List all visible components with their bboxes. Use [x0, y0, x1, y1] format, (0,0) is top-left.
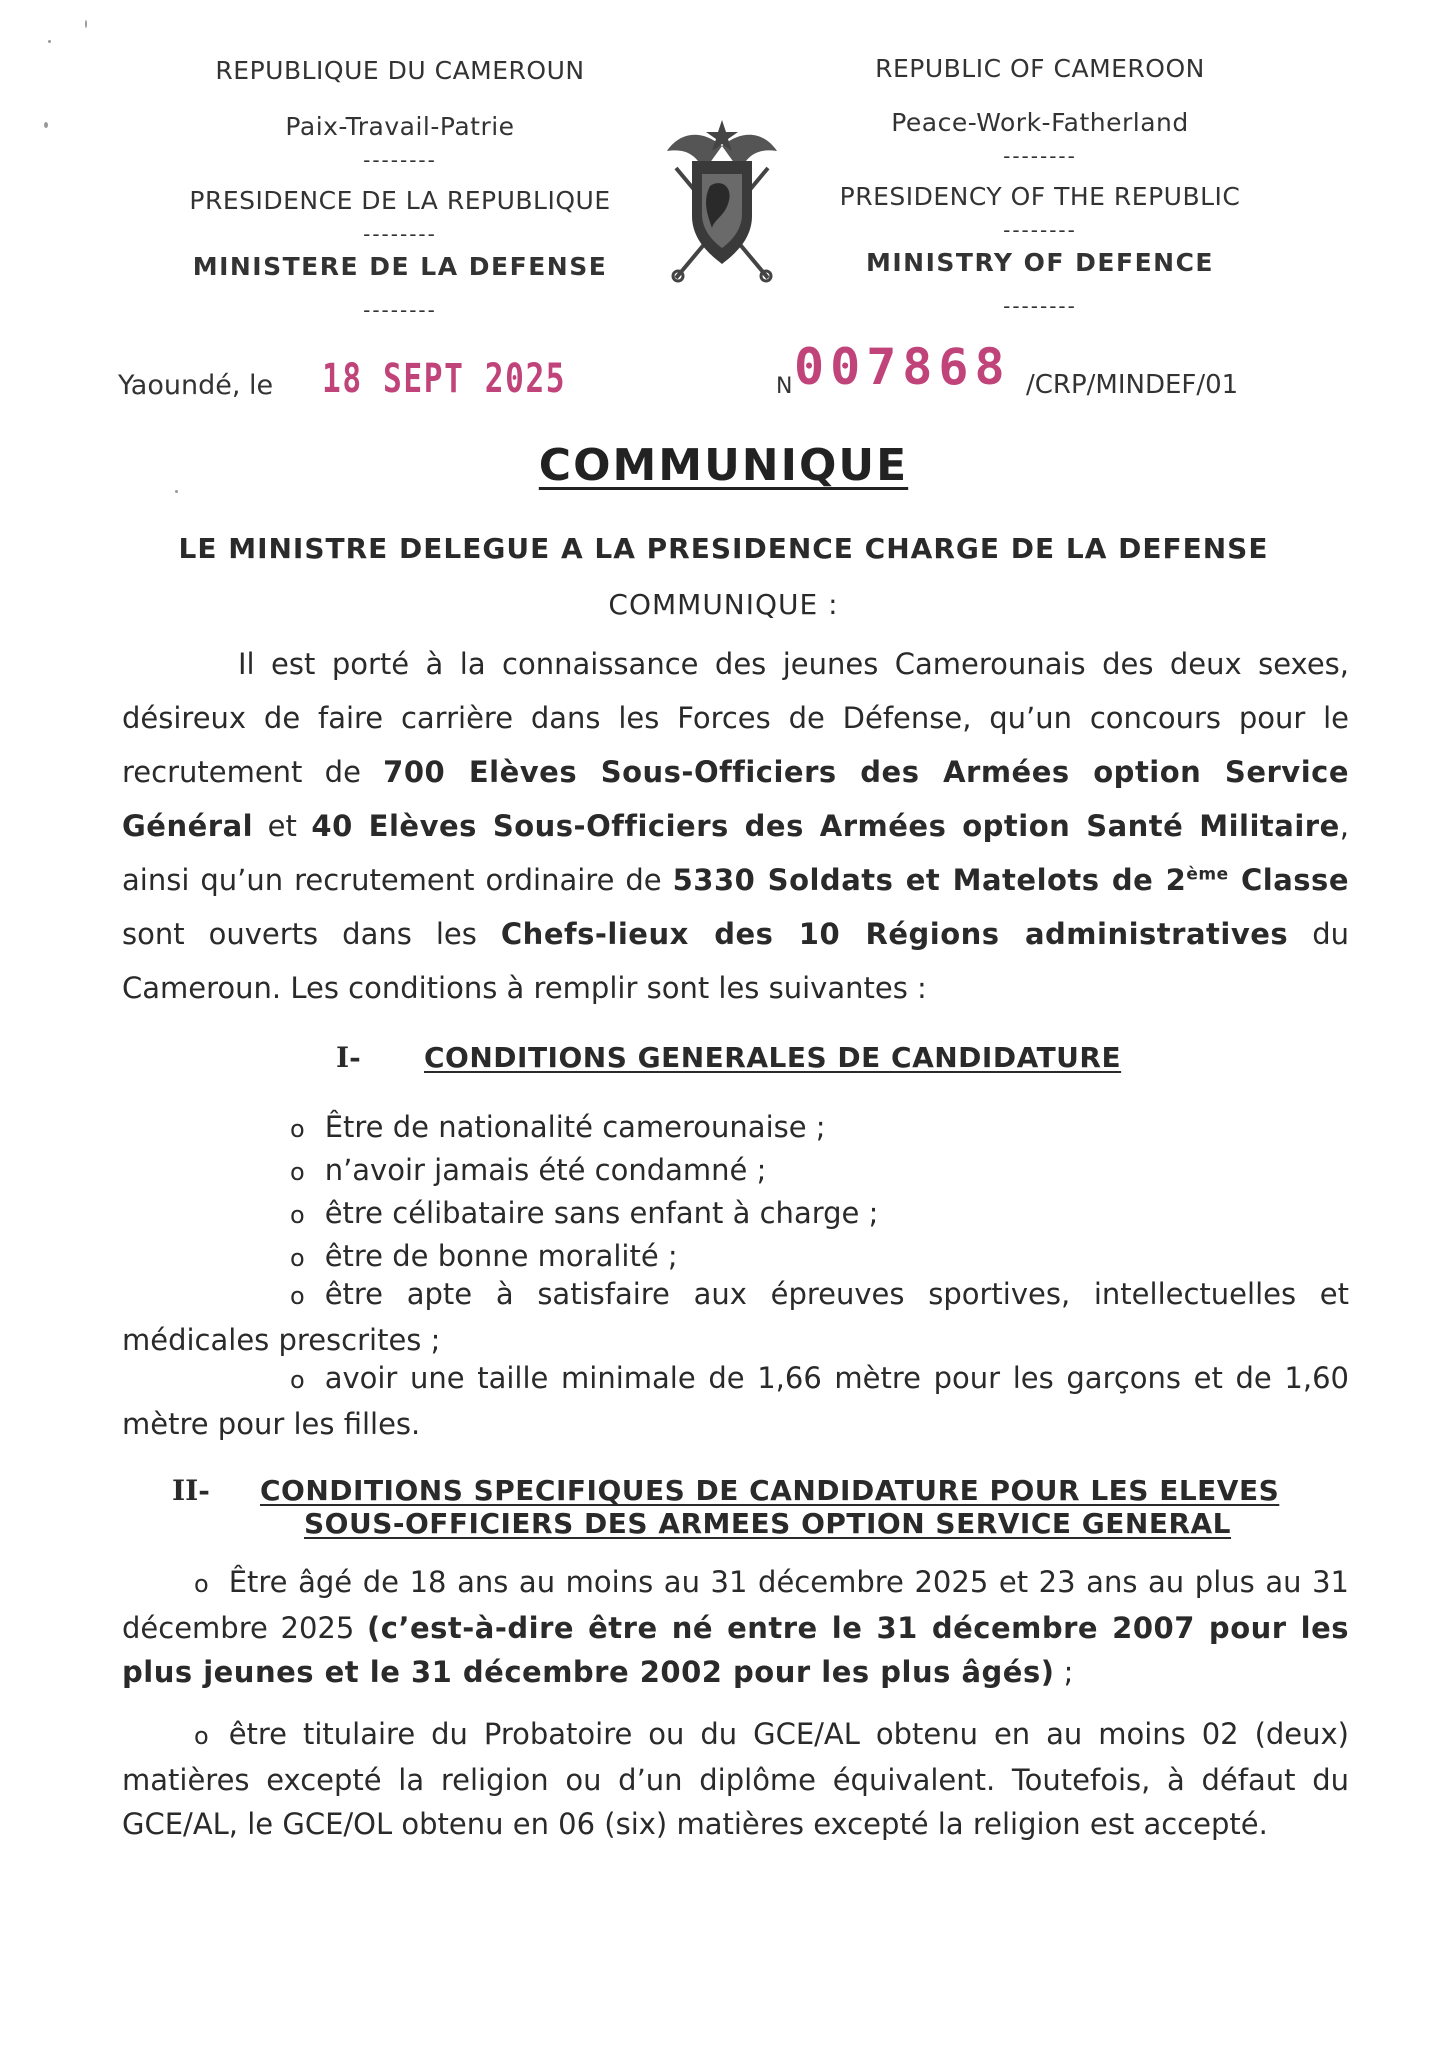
intro-text: du Cameroun. Les conditions à remplir sont les suivantes :	[122, 917, 1349, 1005]
date-stamp: 18 SEPT 2025	[322, 356, 567, 402]
header-fr-ministry: MINISTERE DE LA DEFENSE	[192, 252, 608, 281]
list-item-text: être apte à satisfaire aux épreuves sportives, intellectuelles et médicales prescrites ;	[122, 1277, 1349, 1357]
bullet-icon: o	[290, 1201, 305, 1229]
issuer-verb: COMMUNIQUE :	[608, 588, 839, 621]
intro-text: et	[253, 809, 312, 843]
bullet-icon: o	[194, 1722, 209, 1750]
list-item	[290, 1153, 766, 1187]
section2-title-line2: SOUS-OFFICIERS DES ARMEES OPTION SERVICE GENERAL	[304, 1507, 1232, 1540]
header-fr-country: REPUBLIQUE DU CAMEROUN	[215, 56, 585, 85]
bullet-icon: o	[290, 1158, 305, 1186]
intro-bold: Classe	[1228, 863, 1349, 897]
list-item	[290, 1239, 678, 1273]
bullet-icon: o	[290, 1282, 305, 1310]
list-item	[122, 1356, 1349, 1446]
intro-text: Il est porté à la connaissance des jeunes Camerounais des deux sexes, désireux de faire carrière dans les Forces de Défense, qu’un concours pour le recrutement de	[122, 647, 1349, 789]
intro-paragraph	[122, 637, 1349, 1015]
list-item-text: Être âgé de 18 ans au moins au 31 décembre 2025 et 23 ans au plus au 31 décembre 2025	[122, 1565, 1349, 1645]
header-fr-separator: --------	[363, 148, 437, 172]
reference-number: /CRP/MINDEF/01	[1026, 370, 1239, 400]
header-en-country: REPUBLIC OF CAMEROON	[875, 54, 1205, 83]
bullet-icon: o	[290, 1115, 305, 1143]
list-item	[290, 1196, 878, 1230]
list-item-text: être célibataire sans enfant à charge ;	[324, 1196, 879, 1230]
list-item-text: n’avoir jamais été condamné ;	[324, 1153, 767, 1187]
section1-number: I-	[336, 1041, 361, 1074]
list-item-text: ;	[1054, 1655, 1074, 1689]
defense-emblem-icon	[662, 116, 782, 286]
bullet-icon: o	[290, 1366, 305, 1394]
header-fr-motto: Paix-Travail-Patrie	[285, 112, 515, 141]
list-item-bold: (c’est-à-dire être né entre le 31 décembre 2007 pour les plus jeunes et le 31 décembre 2002 pour les plus âgés)	[122, 1611, 1349, 1689]
list-item-text: avoir une taille minimale de 1,66 mètre pour les garçons et de 1,60 mètre pour les filles.	[122, 1361, 1349, 1441]
list-item-text: être de bonne moralité ;	[324, 1239, 678, 1273]
header-en-presidency: PRESIDENCY OF THE REPUBLIC	[839, 182, 1241, 211]
intro-superscript: ème	[1186, 864, 1229, 885]
scan-speck	[48, 40, 51, 43]
intro-bold: Chefs-lieux des 10 Régions administratives	[500, 917, 1289, 951]
issuer: LE MINISTRE DELEGUE A LA PRESIDENCE CHARGE DE LA DEFENSE	[178, 532, 1269, 565]
section2-number: II-	[172, 1474, 210, 1507]
number-stamp: 007868	[794, 338, 1011, 396]
header-en-separator: --------	[1003, 294, 1077, 318]
header-en-ministry: MINISTRY OF DEFENCE	[865, 248, 1215, 277]
list-item	[290, 1110, 826, 1144]
header-fr-presidency: PRESIDENCE DE LA REPUBLIQUE	[189, 186, 611, 215]
intro-bold: 700 Elèves Sous-Officiers des Armées option Service Général	[122, 755, 1349, 843]
page-title: COMMUNIQUE	[538, 440, 909, 491]
intro-text: , ainsi qu’un recrutement ordinaire de	[122, 809, 1349, 897]
scan-speck	[85, 20, 87, 28]
section1-title: CONDITIONS GENERALES DE CANDIDATURE	[424, 1041, 1122, 1074]
intro-bold: 40 Elèves Sous-Officiers des Armées option Santé Militaire	[311, 809, 1340, 843]
dateline-place: Yaoundé, le	[118, 370, 274, 401]
list-item-text: Être de nationalité camerounaise ;	[324, 1110, 826, 1144]
list-item	[122, 1560, 1349, 1694]
bullet-icon: o	[290, 1244, 305, 1272]
number-prefix: N	[776, 374, 793, 399]
list-item-text: être titulaire du Probatoire ou du GCE/AL obtenu en au moins 02 (deux) matières excepté la religion ou d’un diplôme équivalent. Toutefois, à défaut du GCE/AL, le GCE/OL obtenu en 06 (six) matières excepté la religion est accepté.	[122, 1717, 1349, 1841]
header-fr-separator: --------	[363, 222, 437, 246]
intro-text: sont ouverts dans les	[122, 917, 501, 951]
header-en-separator: --------	[1003, 218, 1077, 242]
intro-bold: 5330 Soldats et Matelots de 2	[672, 863, 1187, 897]
scan-speck	[44, 122, 48, 128]
list-item	[122, 1272, 1349, 1362]
section2-title-line1: CONDITIONS SPECIFIQUES DE CANDIDATURE POUR LES ELEVES	[260, 1474, 1280, 1507]
header-en-motto: Peace-Work-Fatherland	[891, 108, 1189, 137]
header-fr-separator: --------	[363, 298, 437, 322]
bullet-icon: o	[194, 1570, 209, 1598]
header-en-separator: --------	[1003, 144, 1077, 168]
list-item	[122, 1712, 1349, 1846]
